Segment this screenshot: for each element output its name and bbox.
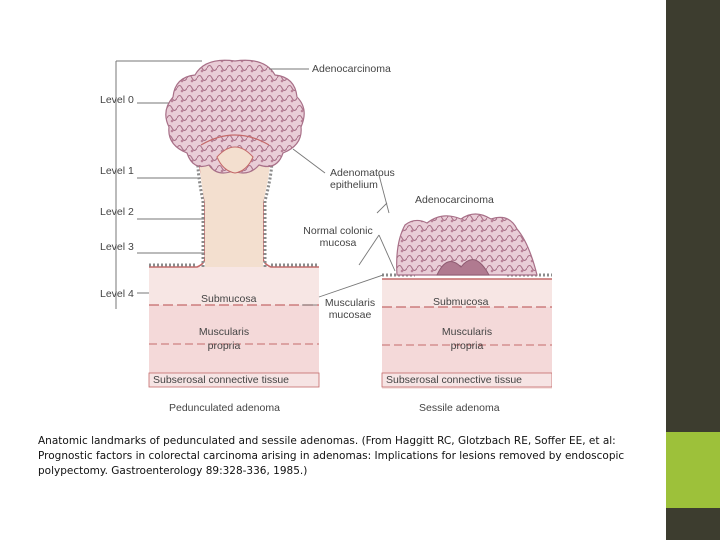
adenomatous-label-1: Adenomatous bbox=[330, 167, 395, 179]
muscularis-propria-left-label-2: propria bbox=[207, 340, 241, 352]
subserosal-right-label: Subserosal connective tissue bbox=[386, 374, 522, 386]
sessile-caption: Sessile adenoma bbox=[419, 402, 500, 414]
slide-accent-block bbox=[666, 432, 720, 508]
normal-mucosa-label-2: mucosa bbox=[319, 237, 357, 249]
level-1-label: Level 1 bbox=[100, 165, 134, 177]
adenomatous-label-2: epithelium bbox=[330, 179, 378, 191]
adenocarcinoma-right-label: Adenocarcinoma bbox=[415, 194, 494, 206]
muscularis-propria-right-label-1: Muscularis bbox=[441, 326, 493, 338]
level-3-label: Level 3 bbox=[100, 241, 134, 253]
level-4-label: Level 4 bbox=[100, 288, 134, 300]
sessile-adenoma bbox=[397, 214, 537, 275]
submucosa-right-label: Submucosa bbox=[433, 296, 489, 308]
muscularis-propria-left-label-1: Muscularis bbox=[198, 326, 250, 338]
subserosal-left-label: Subserosal connective tissue bbox=[153, 374, 289, 386]
pedunculated-caption: Pedunculated adenoma bbox=[169, 402, 280, 414]
muscularis-mucosae-label-2: mucosae bbox=[328, 309, 372, 321]
muscularis-propria-right-label-2: propria bbox=[450, 340, 484, 352]
adenoma-diagram bbox=[97, 53, 552, 415]
figure-caption: Anatomic landmarks of pedunculated and sessile adenomas. (From Haggitt RC, Glotzbach RE, Soffer EE, et al: Prognostic factors in colorectal carcinoma arising in adenomas: Implications for lesions removed by endoscopic polypectomy. Gastroenterology 89:328-336, 1985.) bbox=[38, 435, 625, 477]
level-2-label: Level 2 bbox=[100, 206, 134, 218]
adenocarcinoma-top-label: Adenocarcinoma bbox=[312, 63, 391, 75]
normal-mucosa-label-1: Normal colonic bbox=[303, 225, 373, 237]
level-0-label: Level 0 bbox=[100, 94, 134, 106]
submucosa-left-label: Submucosa bbox=[201, 293, 257, 305]
muscularis-mucosae-label-1: Muscularis bbox=[324, 297, 376, 309]
polyp-head bbox=[166, 60, 304, 173]
